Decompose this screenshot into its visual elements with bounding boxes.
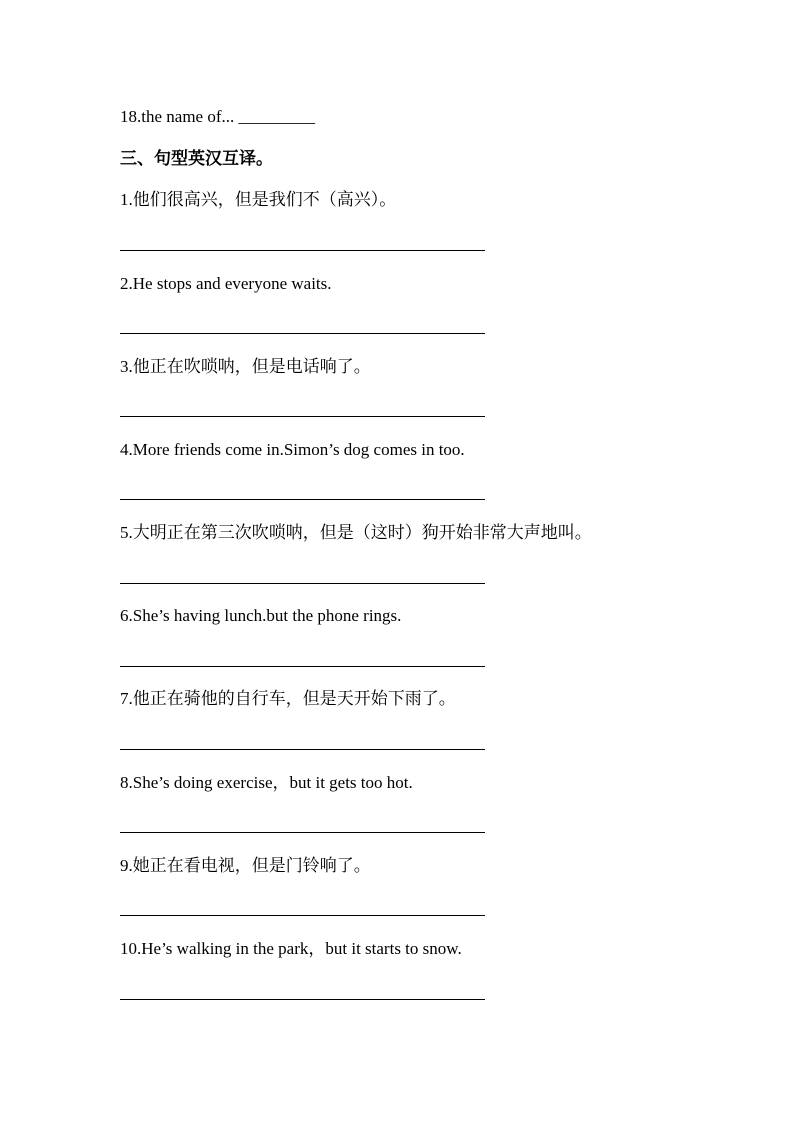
- answer-line-1[interactable]: [120, 250, 485, 251]
- answer-line-9[interactable]: [120, 915, 485, 916]
- answer-line-8[interactable]: [120, 832, 485, 833]
- answer-line-10[interactable]: [120, 999, 485, 1000]
- question-9: 9.她正在看电视，但是门铃响了。: [120, 856, 371, 875]
- answer-line-6[interactable]: [120, 666, 485, 667]
- question-5: 5.大明正在第三次吹唢呐，但是（这时）狗开始非常大声地叫。: [120, 523, 592, 542]
- question-8: 8.She’s doing exercise，but it gets too hot.: [120, 773, 413, 792]
- question-4: 4.More friends come in.Simon’s dog comes in too.: [120, 440, 465, 459]
- question-6: 6.She’s having lunch.but the phone rings.: [120, 606, 402, 625]
- answer-line-7[interactable]: [120, 749, 485, 750]
- section-title: 三、句型英汉互译。: [120, 149, 273, 168]
- answer-line-4[interactable]: [120, 499, 485, 500]
- question-10: 10.He’s walking in the park，but it starts to snow.: [120, 939, 462, 958]
- question-2: 2.He stops and everyone waits.: [120, 274, 332, 293]
- answer-line-2[interactable]: [120, 333, 485, 334]
- question-7: 7.他正在骑他的自行车，但是天开始下雨了。: [120, 689, 456, 708]
- question-3: 3.他正在吹唢呐，但是电话响了。: [120, 357, 371, 376]
- question-1: 1.他们很高兴，但是我们不（高兴）。: [120, 190, 397, 209]
- item-18: 18.the name of... _________: [120, 107, 315, 126]
- answer-line-5[interactable]: [120, 583, 485, 584]
- answer-line-3[interactable]: [120, 416, 485, 417]
